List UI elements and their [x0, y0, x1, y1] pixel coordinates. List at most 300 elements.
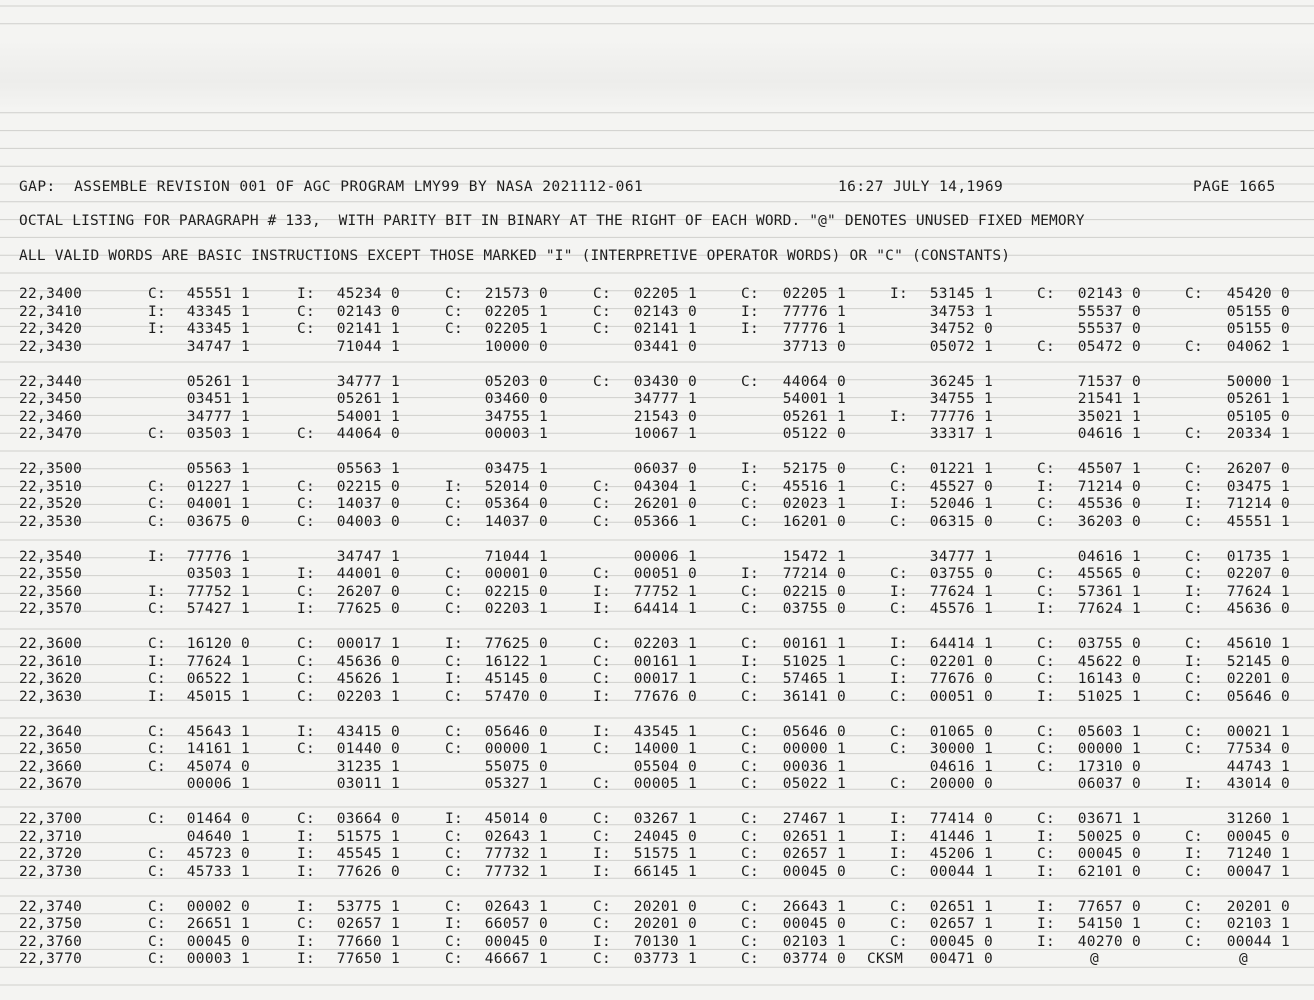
word-type-marker: C: — [593, 513, 612, 530]
word-type-marker: C: — [593, 303, 612, 320]
word-type-marker: I: — [1037, 688, 1056, 705]
word-type-marker: C: — [593, 496, 612, 512]
word-type-marker: C: — [1037, 811, 1056, 827]
row-address: 22,3420 — [19, 321, 83, 337]
word-type-marker: C: — [148, 513, 167, 530]
listing-row — [0, 566, 1314, 584]
word-type-marker: C: — [445, 741, 464, 757]
word-type-marker: C: — [1037, 513, 1056, 530]
word-value: 77732 1 — [484, 863, 548, 880]
word-value: 17310 0 — [1077, 758, 1141, 775]
word-type-marker: C: — [148, 496, 167, 512]
row-address: 22,3650 — [19, 741, 83, 757]
word-type-marker: C: — [741, 776, 760, 792]
row-address: 22,3440 — [19, 373, 83, 390]
word-type-marker: C: — [148, 811, 167, 827]
listing-row — [0, 741, 1314, 759]
word-type-marker: C: — [1037, 846, 1056, 862]
word-type-marker: C: — [741, 741, 760, 757]
word-type-marker: C: — [148, 933, 167, 950]
word-value: 40270 0 — [1077, 933, 1141, 950]
word-value: 66145 1 — [633, 863, 697, 880]
word-value: 02143 0 — [633, 303, 697, 320]
word-value: 77752 1 — [633, 583, 697, 600]
word-value: 05261 1 — [336, 391, 400, 407]
word-value: 77624 1 — [186, 653, 250, 670]
word-value: 01464 0 — [186, 811, 250, 827]
word-value: 00045 0 — [186, 933, 250, 950]
word-value: 77214 0 — [782, 566, 846, 582]
word-value: 05646 0 — [1226, 688, 1290, 705]
listing-row — [0, 496, 1314, 514]
word-value: 04001 1 — [186, 496, 250, 512]
listing-row — [0, 374, 1314, 392]
word-type-marker: I: — [1037, 933, 1056, 950]
word-value: 03503 1 — [186, 566, 250, 582]
word-type-marker: C: — [445, 321, 464, 337]
word-value: 02651 1 — [782, 828, 846, 845]
listing-row — [0, 759, 1314, 777]
word-value: 45610 1 — [1226, 636, 1290, 652]
word-type-marker: I: — [593, 601, 612, 617]
word-value: 77732 1 — [484, 846, 548, 862]
word-type-marker: C: — [445, 566, 464, 582]
row-address: 22,3760 — [19, 933, 83, 950]
word-value: 05603 1 — [1077, 723, 1141, 740]
word-type-marker: CKSM — [867, 951, 904, 967]
word-value: 00006 1 — [186, 776, 250, 792]
word-type-marker: C: — [297, 496, 316, 512]
word-type-marker: I: — [297, 723, 316, 740]
listing-row — [0, 584, 1314, 602]
word-type-marker: C: — [741, 916, 760, 932]
word-type-marker: C: — [297, 653, 316, 670]
word-type-marker: C: — [1185, 338, 1204, 355]
word-value: 34753 1 — [929, 303, 993, 320]
word-value: 55075 0 — [484, 758, 548, 775]
word-type-marker: I: — [1037, 828, 1056, 845]
word-type-marker: I: — [1185, 583, 1204, 600]
word-value: 05646 0 — [782, 723, 846, 740]
word-type-marker: C: — [1185, 741, 1204, 757]
word-value: 71044 1 — [336, 338, 400, 355]
word-type-marker: C: — [445, 303, 464, 320]
row-address: 22,3410 — [19, 303, 83, 320]
word-type-marker: I: — [297, 898, 316, 915]
word-value: 02643 1 — [484, 828, 548, 845]
word-type-marker: I: — [593, 723, 612, 740]
listing-row — [0, 829, 1314, 847]
word-value: 77776 1 — [186, 548, 250, 565]
word-value: 21543 0 — [633, 408, 697, 425]
word-type-marker: I: — [445, 811, 464, 827]
word-type-marker: C: — [445, 653, 464, 670]
listing-row — [0, 321, 1314, 339]
word-value: 02657 1 — [336, 916, 400, 932]
word-value: 21541 1 — [1077, 391, 1141, 407]
word-value: 77776 1 — [782, 303, 846, 320]
word-value: 77676 0 — [929, 671, 993, 687]
row-address: 22,3720 — [19, 846, 83, 862]
word-type-marker: C: — [593, 916, 612, 932]
listing-row — [0, 514, 1314, 532]
word-value: 01221 1 — [929, 461, 993, 477]
word-value: 03460 0 — [484, 391, 548, 407]
word-value: 36245 1 — [929, 373, 993, 390]
word-value: 45206 1 — [929, 846, 993, 862]
word-type-marker: C: — [1037, 723, 1056, 740]
listing-row — [0, 846, 1314, 864]
word-value: 20000 0 — [929, 776, 993, 792]
word-type-marker: C: — [593, 286, 612, 302]
word-value: 30000 1 — [929, 741, 993, 757]
listing-row — [0, 811, 1314, 829]
word-value: 45636 0 — [336, 653, 400, 670]
word-type-marker: I: — [148, 688, 167, 705]
word-value: 45576 1 — [929, 601, 993, 617]
word-value: 03267 1 — [633, 811, 697, 827]
word-type-marker: C: — [741, 286, 760, 302]
word-type-marker: I: — [297, 846, 316, 862]
word-type-marker: C: — [890, 601, 909, 617]
header-timestamp: 16:27 JULY 14,1969 — [838, 179, 1004, 195]
word-type-marker: C: — [1185, 636, 1204, 652]
word-value: 03755 0 — [1077, 636, 1141, 652]
word-type-marker: C: — [148, 898, 167, 915]
word-value: 34747 1 — [186, 338, 250, 355]
word-value: 14161 1 — [186, 741, 250, 757]
word-value: 02143 0 — [1077, 286, 1141, 302]
word-value: 45015 1 — [186, 688, 250, 705]
word-value: 02103 1 — [782, 933, 846, 950]
word-value: 03774 0 — [782, 951, 846, 967]
word-type-marker: C: — [593, 776, 612, 792]
word-value: 00051 0 — [929, 688, 993, 705]
word-type-marker: I: — [741, 461, 760, 477]
word-value: 00001 0 — [484, 566, 548, 582]
listing-row — [0, 286, 1314, 304]
row-address: 22,3750 — [19, 916, 83, 932]
row-address: 22,3660 — [19, 758, 83, 775]
listing-row — [0, 776, 1314, 794]
word-value: 00000 1 — [782, 741, 846, 757]
word-value: 00017 1 — [633, 671, 697, 687]
word-value: 00047 1 — [1226, 863, 1290, 880]
word-value: 02141 1 — [336, 321, 400, 337]
word-value: 02203 1 — [633, 636, 697, 652]
word-type-marker: C: — [1185, 671, 1204, 687]
word-type-marker: C: — [1037, 286, 1056, 302]
word-value: 01227 1 — [186, 478, 250, 495]
word-type-marker: I: — [593, 846, 612, 862]
word-type-marker: C: — [1185, 548, 1204, 565]
word-type-marker: C: — [741, 933, 760, 950]
word-type-marker: C: — [1037, 636, 1056, 652]
word-value: 71044 1 — [484, 548, 548, 565]
word-value: 04616 1 — [1077, 548, 1141, 565]
word-value: 50025 0 — [1077, 828, 1141, 845]
word-type-marker: C: — [890, 513, 909, 530]
word-type-marker: C: — [445, 513, 464, 530]
word-type-marker: C: — [1185, 916, 1204, 932]
word-value: 77625 0 — [484, 636, 548, 652]
word-value: 45536 0 — [1077, 496, 1141, 512]
word-type-marker: I: — [890, 496, 909, 512]
row-address: 22,3730 — [19, 863, 83, 880]
listing-row — [0, 479, 1314, 497]
word-value: 03441 0 — [633, 338, 697, 355]
header-assembly-line: GAP: ASSEMBLE REVISION 001 OF AGC PROGRAM LMY99 BY NASA 2021112-061 — [19, 179, 644, 195]
word-value: 00017 1 — [336, 636, 400, 652]
listing-row — [0, 671, 1314, 689]
word-value: 26201 0 — [633, 496, 697, 512]
word-value: 02103 1 — [1226, 916, 1290, 932]
word-value: 02141 1 — [633, 321, 697, 337]
word-value: 05022 1 — [782, 776, 846, 792]
word-value: 05072 1 — [929, 338, 993, 355]
word-value: 00471 0 — [929, 951, 993, 967]
word-value: 00003 1 — [484, 426, 548, 442]
word-type-marker: C: — [593, 653, 612, 670]
word-value: 53145 1 — [929, 286, 993, 302]
word-type-marker: I: — [1037, 601, 1056, 617]
word-value: 05203 0 — [484, 373, 548, 390]
word-value: 05261 1 — [1226, 391, 1290, 407]
word-value: 26651 1 — [186, 916, 250, 932]
word-value: 16201 0 — [782, 513, 846, 530]
word-value: 27467 1 — [782, 811, 846, 827]
word-type-marker: I: — [1037, 478, 1056, 495]
word-value: 00051 0 — [633, 566, 697, 582]
word-value: 03773 1 — [633, 951, 697, 967]
word-value: 45516 1 — [782, 478, 846, 495]
word-type-marker: I: — [1037, 863, 1056, 880]
word-type-marker: C: — [741, 898, 760, 915]
word-value: 00045 0 — [929, 933, 993, 950]
word-value: 03451 1 — [186, 391, 250, 407]
word-type-marker: C: — [297, 478, 316, 495]
word-value: 54001 1 — [782, 391, 846, 407]
word-value: 16120 0 — [186, 636, 250, 652]
word-value: 43014 0 — [1226, 776, 1290, 792]
word-type-marker: C: — [593, 811, 612, 827]
word-value: 10000 0 — [484, 338, 548, 355]
word-type-marker: C: — [1185, 513, 1204, 530]
word-type-marker: C: — [148, 671, 167, 687]
word-type-marker: C: — [593, 373, 612, 390]
row-address: 22,3630 — [19, 688, 83, 705]
word-value: 03430 0 — [633, 373, 697, 390]
word-type-marker: C: — [741, 636, 760, 652]
word-type-marker: C: — [741, 811, 760, 827]
listing-row — [0, 636, 1314, 654]
word-value: 35021 1 — [1077, 408, 1141, 425]
word-type-marker: I: — [445, 636, 464, 652]
word-type-marker: C: — [890, 741, 909, 757]
listing-row — [0, 654, 1314, 672]
listing-row — [0, 391, 1314, 409]
listing-row — [0, 601, 1314, 619]
word-value: 02215 0 — [782, 583, 846, 600]
row-address: 22,3540 — [19, 548, 83, 565]
listing-row — [0, 864, 1314, 882]
word-type-marker: C: — [297, 916, 316, 932]
word-value: 43345 1 — [186, 321, 250, 337]
word-value: 34747 1 — [336, 548, 400, 565]
word-value: 57427 1 — [186, 601, 250, 617]
header-page-number: PAGE 1665 — [1193, 179, 1276, 195]
row-address: 22,3460 — [19, 408, 83, 425]
word-type-marker: C: — [148, 601, 167, 617]
word-type-marker: I: — [890, 811, 909, 827]
word-type-marker: C: — [593, 898, 612, 915]
word-value: 77625 0 — [336, 601, 400, 617]
word-type-marker: C: — [741, 951, 760, 967]
word-value: 34777 1 — [336, 373, 400, 390]
word-value: 37713 0 — [782, 338, 846, 355]
word-value: 03755 0 — [782, 601, 846, 617]
word-type-marker: I: — [297, 863, 316, 880]
word-type-marker: I: — [741, 321, 760, 337]
word-type-marker: C: — [148, 723, 167, 740]
word-value: 77414 0 — [929, 811, 993, 827]
word-type-marker: I: — [593, 933, 612, 950]
word-value: 00021 1 — [1226, 723, 1290, 740]
word-value: 01735 1 — [1226, 548, 1290, 565]
word-type-marker: C: — [297, 671, 316, 687]
word-type-marker: C: — [1037, 671, 1056, 687]
word-value: 51575 1 — [336, 828, 400, 845]
word-value: 03503 1 — [186, 426, 250, 442]
row-address: 22,3450 — [19, 391, 83, 407]
word-type-marker: C: — [445, 286, 464, 302]
word-type-marker: C: — [1185, 898, 1204, 915]
word-value: 77776 1 — [929, 408, 993, 425]
word-type-marker: C: — [741, 671, 760, 687]
word-value: 44064 0 — [782, 373, 846, 390]
word-type-marker: C: — [890, 776, 909, 792]
word-value: 51025 1 — [1077, 688, 1141, 705]
word-value: 45014 0 — [484, 811, 548, 827]
word-type-marker: C: — [297, 303, 316, 320]
word-type-marker: I: — [445, 916, 464, 932]
word-type-marker: C: — [1037, 583, 1056, 600]
word-type-marker: C: — [1037, 496, 1056, 512]
word-value: 10067 1 — [633, 426, 697, 442]
word-value: 00044 1 — [1226, 933, 1290, 950]
word-value: 02203 1 — [336, 688, 400, 705]
word-value: 77660 1 — [336, 933, 400, 950]
word-type-marker: C: — [297, 426, 316, 442]
word-value: 20201 0 — [633, 898, 697, 915]
word-type-marker: I: — [297, 601, 316, 617]
word-value: 01065 0 — [929, 723, 993, 740]
word-value: 46667 1 — [484, 951, 548, 967]
row-address: 22,3740 — [19, 898, 83, 915]
word-value: 06522 1 — [186, 671, 250, 687]
word-value: 77624 1 — [929, 583, 993, 600]
word-value: 02205 1 — [782, 286, 846, 302]
word-value: 03675 0 — [186, 513, 250, 530]
word-value: 02143 0 — [336, 303, 400, 320]
word-type-marker: C: — [741, 601, 760, 617]
word-type-marker: I: — [890, 828, 909, 845]
word-type-marker: C: — [741, 583, 760, 600]
word-value: 77626 0 — [336, 863, 400, 880]
word-value: 00045 0 — [1077, 846, 1141, 862]
word-value: 06315 0 — [929, 513, 993, 530]
word-value: 62101 0 — [1077, 863, 1141, 880]
word-type-marker: I: — [741, 653, 760, 670]
word-value: 16122 1 — [484, 653, 548, 670]
word-type-marker: C: — [890, 688, 909, 705]
word-value: 53775 1 — [336, 898, 400, 915]
row-address: 22,3560 — [19, 583, 83, 600]
word-value: 45545 1 — [336, 846, 400, 862]
word-value: 77776 1 — [782, 321, 846, 337]
word-value: 45234 0 — [336, 286, 400, 302]
word-value: 45145 0 — [484, 671, 548, 687]
word-value: 03755 0 — [929, 566, 993, 582]
word-value: 45733 1 — [186, 863, 250, 880]
word-type-marker: C: — [1185, 286, 1204, 302]
word-value: 71214 0 — [1077, 478, 1141, 495]
word-value: 77624 1 — [1226, 583, 1290, 600]
word-type-marker: C: — [445, 846, 464, 862]
word-type-marker: C: — [148, 286, 167, 302]
word-value: 05261 1 — [782, 408, 846, 425]
word-value: 45636 0 — [1226, 601, 1290, 617]
word-value: 05646 0 — [484, 723, 548, 740]
listing-row — [0, 689, 1314, 707]
word-value: 00045 0 — [1226, 828, 1290, 845]
row-address: 22,3710 — [19, 828, 83, 845]
row-address: 22,3700 — [19, 811, 83, 827]
word-value: 16143 0 — [1077, 671, 1141, 687]
word-value: 33317 1 — [929, 426, 993, 442]
row-address: 22,3520 — [19, 496, 83, 512]
word-type-marker: C: — [148, 846, 167, 862]
word-value: 02643 1 — [484, 898, 548, 915]
word-type-marker: C: — [1185, 828, 1204, 845]
word-type-marker: C: — [297, 583, 316, 600]
word-type-marker: I: — [1185, 653, 1204, 670]
word-type-marker: C: — [741, 373, 760, 390]
word-type-marker: C: — [1037, 461, 1056, 477]
word-type-marker: C: — [148, 426, 167, 442]
word-value: 02201 0 — [929, 653, 993, 670]
word-value: 02657 1 — [782, 846, 846, 862]
word-type-marker: I: — [593, 863, 612, 880]
word-type-marker: I: — [297, 566, 316, 582]
word-value: 03011 1 — [336, 776, 400, 792]
row-address: 22,3470 — [19, 426, 83, 442]
word-value: 77650 1 — [336, 951, 400, 967]
word-value: 77624 1 — [1077, 601, 1141, 617]
word-type-marker: I: — [890, 671, 909, 687]
word-value: 02205 1 — [484, 303, 548, 320]
listing-row — [0, 304, 1314, 322]
word-value: 43415 0 — [336, 723, 400, 740]
row-address: 22,3400 — [19, 286, 83, 302]
word-type-marker: C: — [741, 828, 760, 845]
word-value: 34752 0 — [929, 321, 993, 337]
word-value: 00044 1 — [929, 863, 993, 880]
word-value: 00000 1 — [1077, 741, 1141, 757]
unused-memory-marker: @ — [1089, 951, 1099, 967]
word-value: 43545 1 — [633, 723, 697, 740]
word-type-marker: C: — [148, 758, 167, 775]
